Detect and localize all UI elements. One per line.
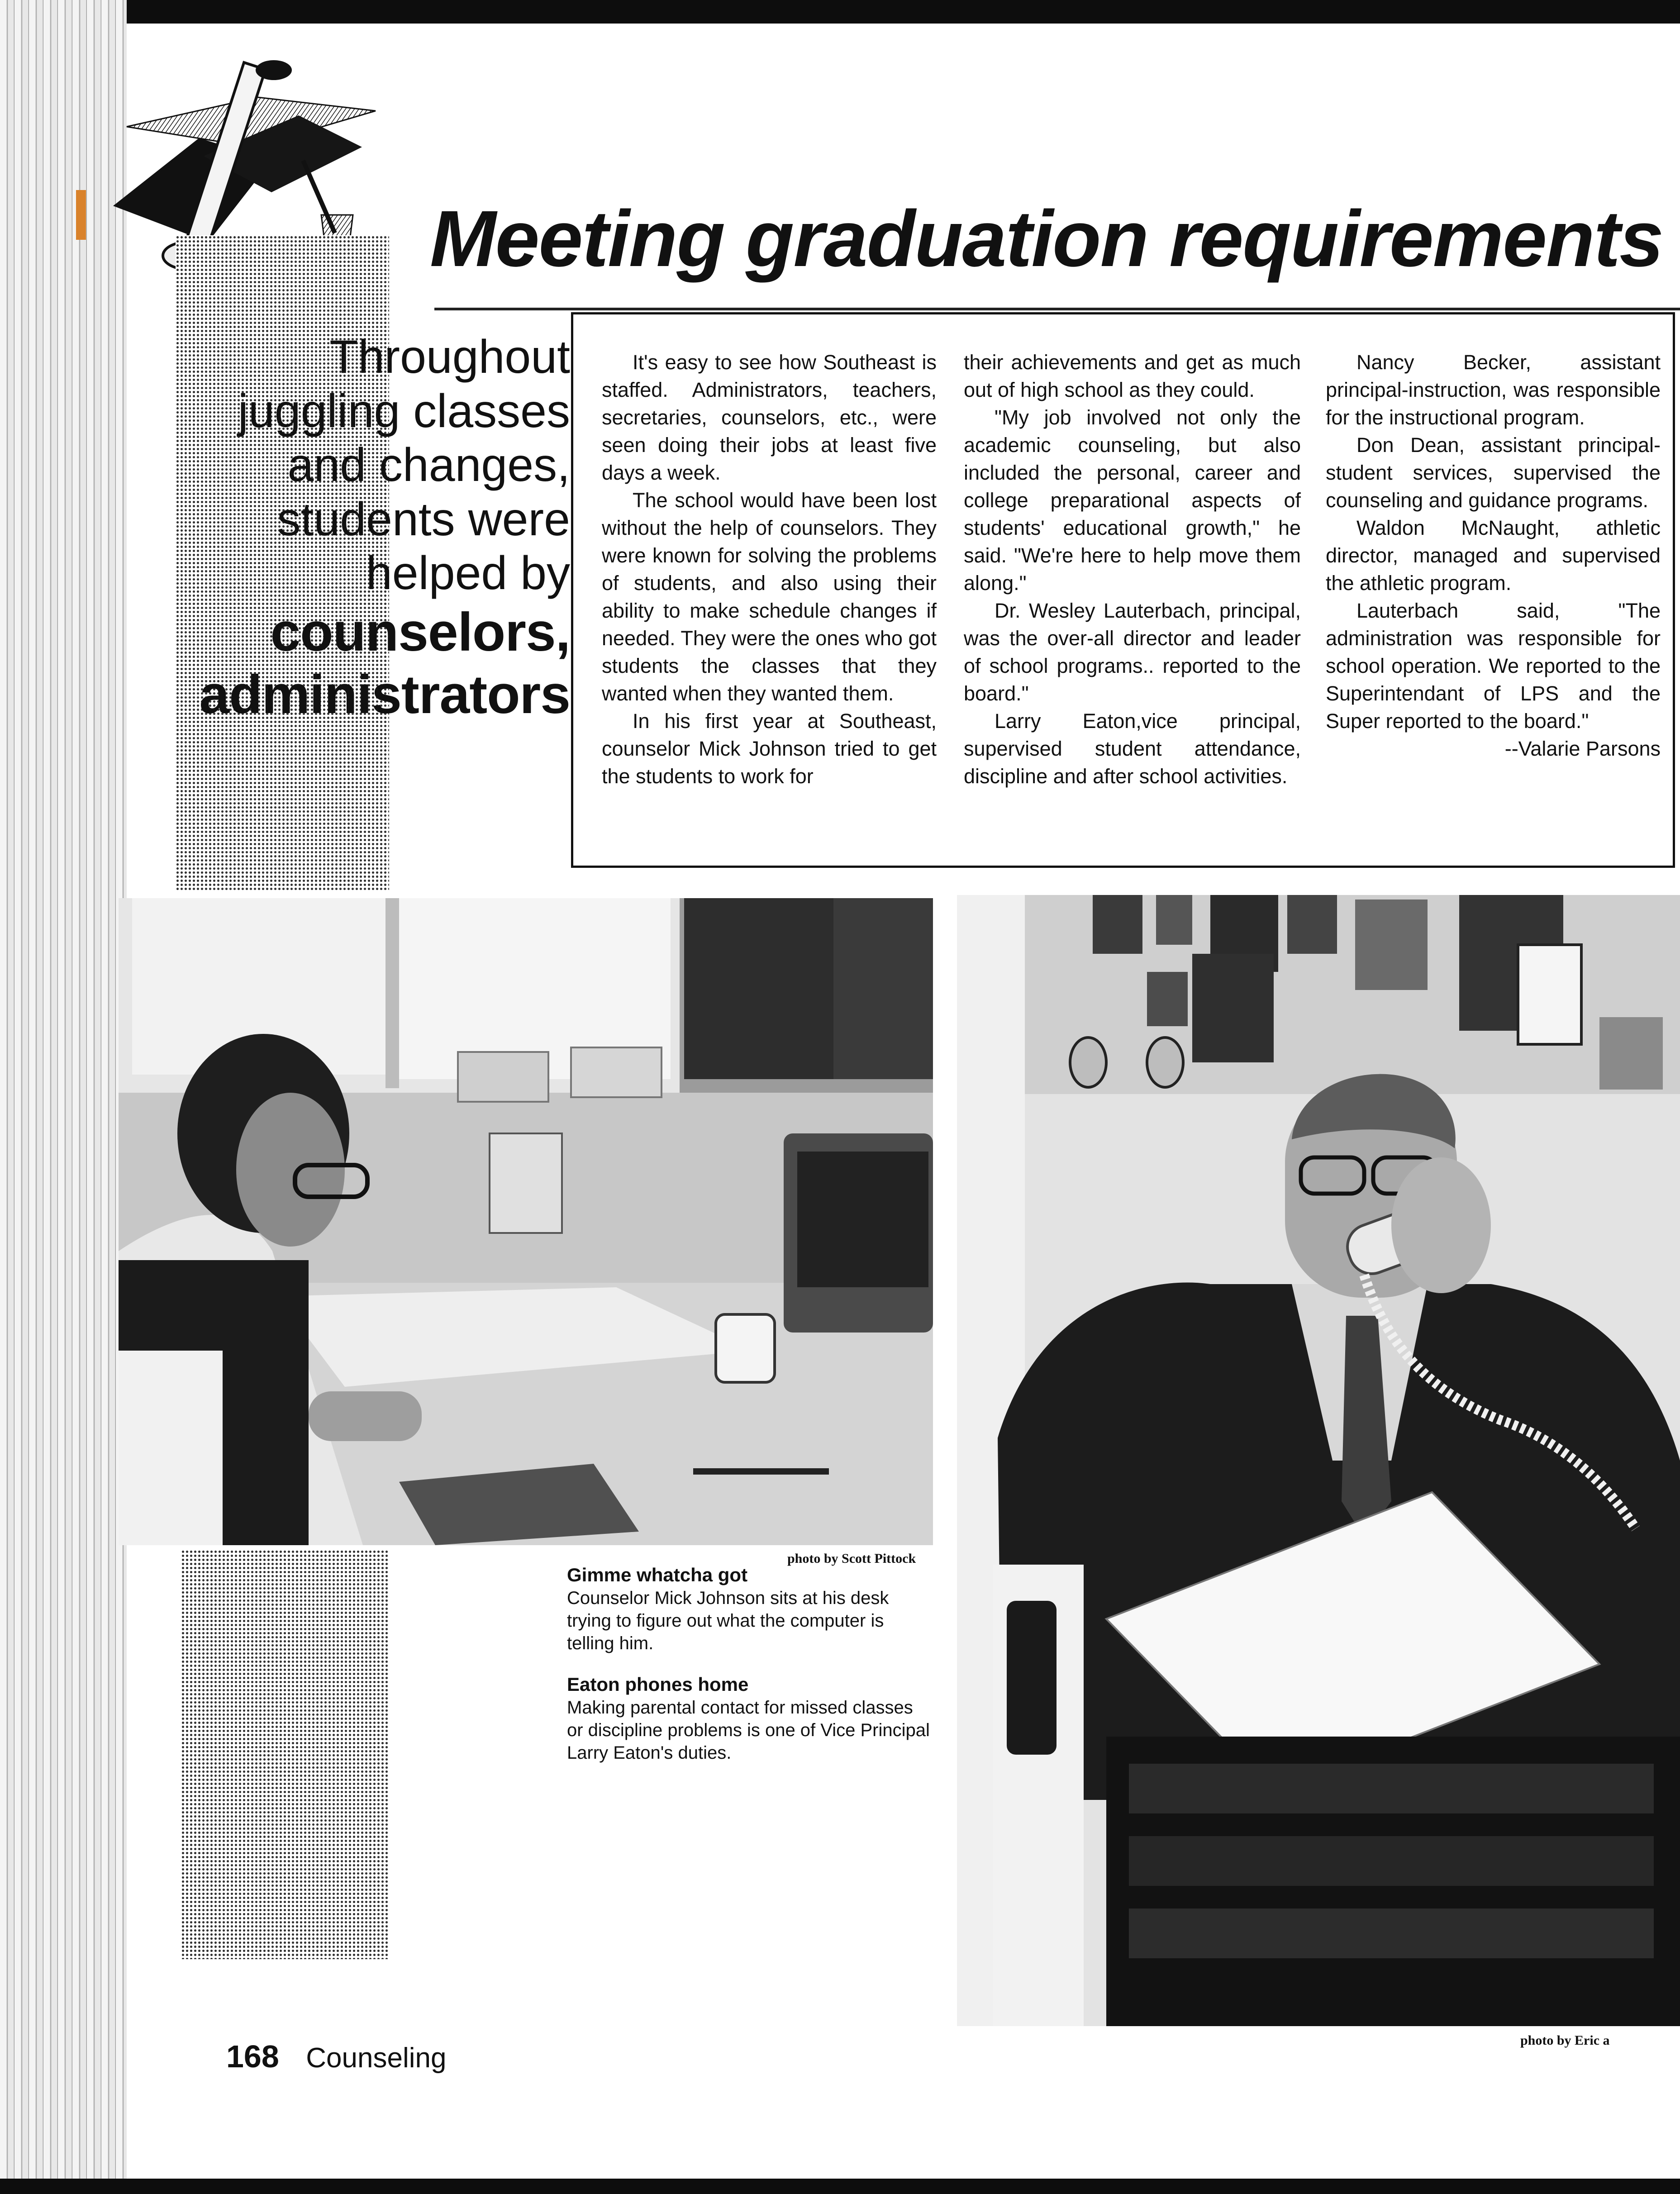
photo-illustration <box>957 895 1680 2026</box>
halftone-decorative-box <box>181 1550 389 1959</box>
paragraph: It's easy to see how Southeast is staffed. Administrators, teachers, secretaries, counselors, etc., were seen doing their jobs at least five days a week. <box>602 351 937 484</box>
subheading-line: helped by <box>366 547 570 600</box>
page-number: 168 <box>226 2039 279 2074</box>
paragraph: Waldon McNaught, athletic director, managed and supervised the athletic program. <box>1326 516 1661 595</box>
page-top-border <box>0 0 1680 24</box>
binding-tab-marker <box>76 190 86 240</box>
byline: --Valarie Parsons <box>1504 737 1661 760</box>
photo-illustration <box>119 898 933 1545</box>
section-name: Counseling <box>306 2042 447 2074</box>
caption-heading: Eaton phones home <box>567 1674 749 1695</box>
paragraph: The school would have been lost without the help of counselors. They were known for solving the problems of students, and also using their ability to make schedule changes if needed. They were the ones who got students the classes that they wanted when they wanted them. <box>602 489 937 705</box>
page-bottom-border <box>0 2179 1680 2194</box>
paragraph: Dr. Wesley Lauterbach, principal, was the over-all director and leader of school programs.. reported to the board." <box>964 599 1301 705</box>
photo-vice-principal-on-phone <box>957 895 1680 2026</box>
photo-credit: photo by Scott Pittock <box>787 1551 916 1566</box>
subheading-line: juggling classes <box>238 385 570 438</box>
page-folio <box>226 2038 446 2075</box>
story-column-2 <box>964 348 1301 790</box>
story-column-3 <box>1326 348 1661 762</box>
photo-captions <box>567 1563 933 1782</box>
caption-body: Counselor Mick Johnson sits at his desk trying to figure out what the computer is telling him. <box>567 1588 889 1653</box>
paragraph: Nancy Becker, assistant principal-instruction, was responsible for the instructional program. <box>1326 351 1661 429</box>
subheading-line: and changes, <box>287 439 570 492</box>
subheading <box>172 330 570 726</box>
paragraph: Don Dean, assistant principal-student services, supervised the counseling and guidance programs. <box>1326 433 1661 512</box>
subheading-emphasis: counselors, <box>270 601 570 662</box>
subheading-emphasis: administrators <box>199 664 570 725</box>
paragraph: Larry Eaton,vice principal, supervised student attendance, discipline and after school activities. <box>964 709 1301 788</box>
paragraph: In his first year at Southeast, counselor Mick Johnson tried to get the students to work for <box>602 709 937 788</box>
caption-body: Making parental contact for missed classes or discipline problems is one of Vice Principal Larry Eaton's duties. <box>567 1698 930 1763</box>
story-column-1 <box>602 348 937 790</box>
photo-credit: photo by Eric a <box>1520 2033 1610 2048</box>
title-rule <box>434 308 1680 310</box>
subheading-line: Throughout <box>329 331 570 383</box>
paragraph: their achievements and get as much out of high school as they could. <box>964 351 1301 401</box>
caption-heading: Gimme whatcha got <box>567 1564 748 1585</box>
paragraph: Lauterbach said, "The administration was responsible for school operation. We reported to the Superintendant of LPS and the Super reported to the board." <box>1326 599 1661 733</box>
page-title: Meeting graduation requirements <box>430 195 1663 283</box>
subheading-line: students were <box>277 493 570 546</box>
book-binding-edge <box>0 0 127 2194</box>
photo-counselor-at-computer <box>119 898 933 1545</box>
paragraph: "My job involved not only the academic counseling, but also included the personal, career and college preparational aspects of students' educational growth," he said. "We're here to help move them along." <box>964 406 1301 595</box>
